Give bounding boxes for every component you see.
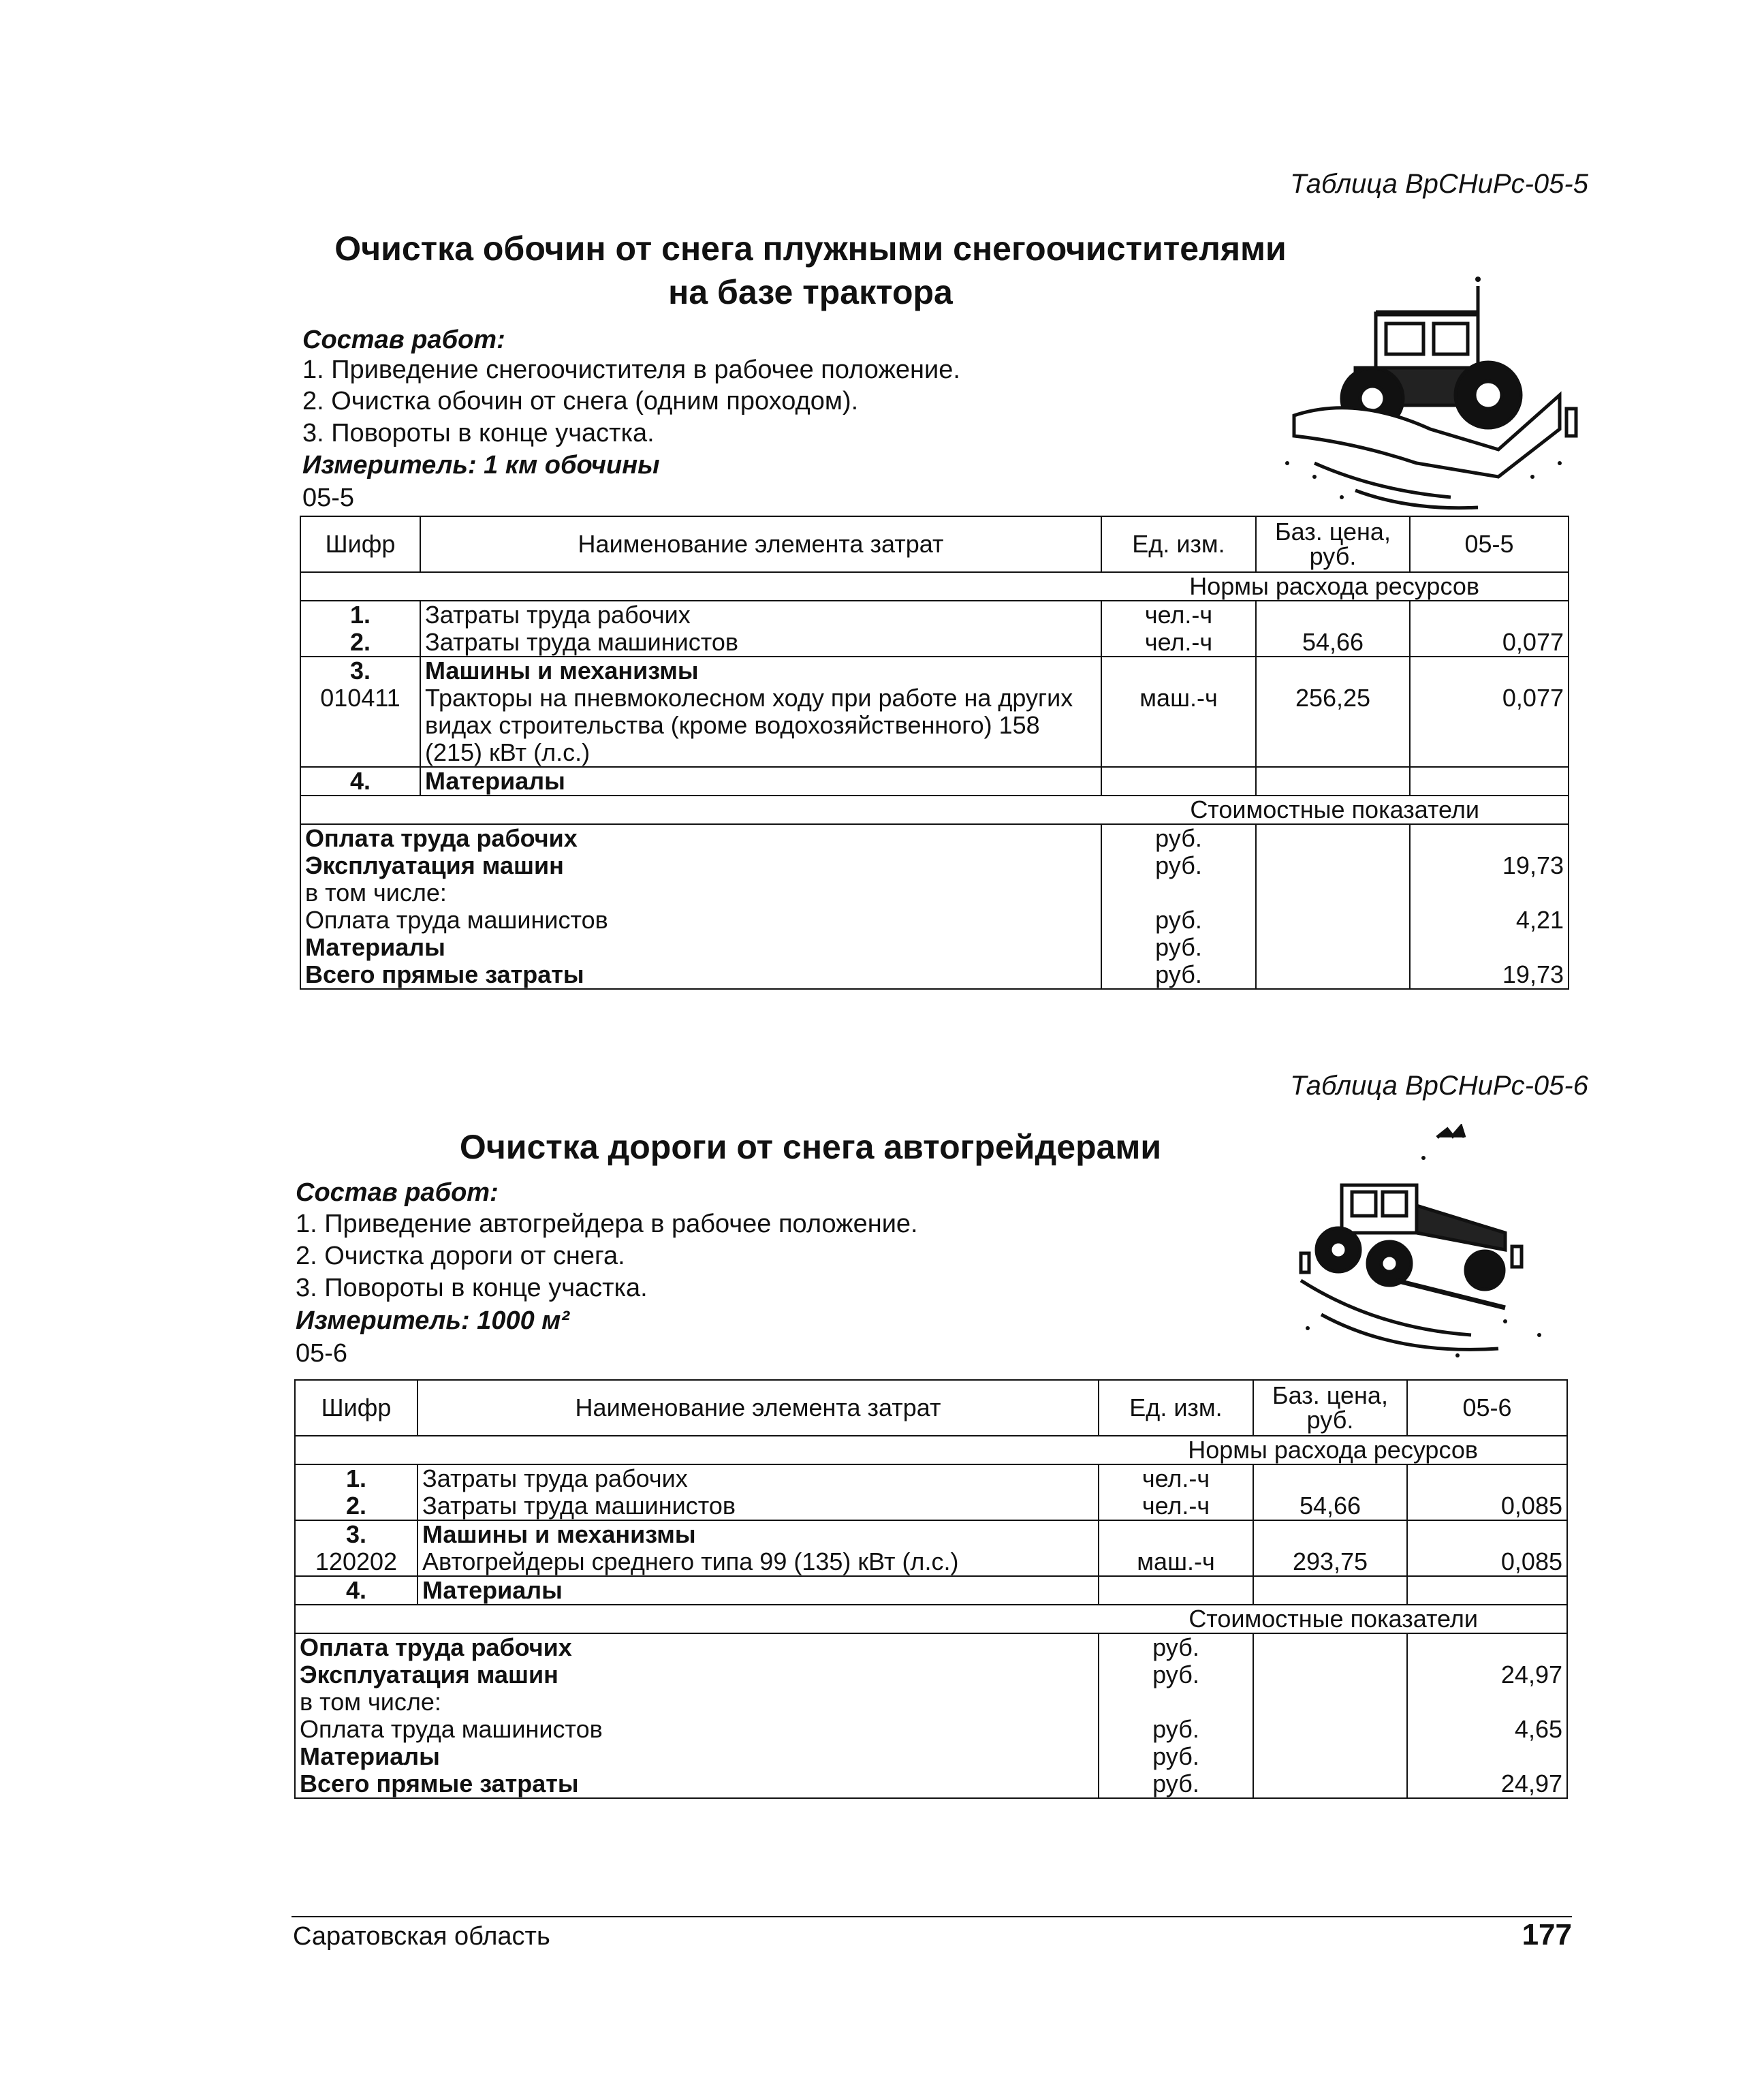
cost-value: 24,97 [1407, 1661, 1567, 1688]
cost-unit: руб. [1099, 1716, 1253, 1743]
cost-name: Эксплуатация машин [300, 852, 1101, 879]
row-price: 54,66 [1256, 629, 1410, 657]
cost-row [295, 1633, 1567, 1661]
row-price: 293,75 [1253, 1548, 1407, 1576]
cost-name: Материалы [295, 1743, 1099, 1770]
header-unit: Ед. изм. [1101, 516, 1256, 572]
header-unit: Ед. изм. [1099, 1380, 1253, 1436]
cost-unit: руб. [1099, 1633, 1253, 1661]
footer-region: Саратовская область [293, 1922, 550, 1951]
table-label: Таблица ВрСНиРс-05-5 [1290, 169, 1588, 199]
row-value [1410, 601, 1569, 629]
cost-value: 4,21 [1410, 907, 1569, 934]
cost-row [300, 934, 1569, 961]
works-heading: Состав работ: [302, 326, 505, 354]
row-unit: чел.-ч [1099, 1492, 1253, 1520]
work-item: 2. Очистка обочин от снега (одним проходом). [302, 387, 859, 415]
row-unit: маш.-ч [1101, 685, 1256, 767]
row-price: 54,66 [1253, 1492, 1407, 1520]
cost-unit: руб. [1101, 934, 1256, 961]
cost-value [1410, 824, 1569, 852]
row-unit: маш.-ч [1099, 1548, 1253, 1576]
cost-row [300, 907, 1569, 934]
motor-grader-icon [1280, 1124, 1566, 1376]
row-code: 4. [300, 767, 420, 796]
work-item: 1. Приведение автогрейдера в рабочее положение. [296, 1210, 918, 1238]
cost-unit [1099, 1688, 1253, 1716]
row-value: 0,077 [1410, 685, 1569, 767]
header-name: Наименование элемента затрат [420, 516, 1101, 572]
page-number: 177 [1522, 1918, 1572, 1951]
cost-name: Всего прямые затраты [300, 961, 1101, 989]
work-item: 3. Повороты в конце участка. [296, 1274, 648, 1302]
cost-row [300, 852, 1569, 879]
band-costs: Стоимостные показатели [295, 1605, 1567, 1633]
table-label: Таблица ВрСНиРс-05-6 [1290, 1071, 1588, 1101]
row-name: Материалы [418, 1576, 1099, 1605]
footer-divider [292, 1916, 1572, 1917]
cost-unit: руб. [1099, 1770, 1253, 1798]
measure-label: Измеритель: 1000 м² [296, 1306, 570, 1335]
resource-table [300, 516, 1569, 990]
cost-name: Материалы [300, 934, 1101, 961]
row-name: Тракторы на пневмоколесном ходу при работе на других видах строительства (кроме водохозяйственного) 158 (215) кВт (л.с.) [420, 685, 1101, 767]
title-line: на базе трактора [668, 273, 953, 311]
row-code: 2. [295, 1492, 418, 1520]
row-code: 120202 [295, 1548, 418, 1576]
section-title [293, 227, 1328, 314]
title-line: Очистка дороги от снега автогрейдерами [459, 1128, 1162, 1166]
cost-name: Оплата труда рабочих [295, 1633, 1099, 1661]
work-item: 1. Приведение снегоочистителя в рабочее положение. [302, 356, 960, 384]
cost-row [295, 1661, 1567, 1688]
table-row [300, 657, 1569, 685]
cost-unit: руб. [1101, 907, 1256, 934]
row-name: Материалы [420, 767, 1101, 796]
cost-row [295, 1743, 1567, 1770]
band-resources: Нормы расхода ресурсов [295, 1436, 1567, 1464]
cost-unit: руб. [1101, 852, 1256, 879]
row-name: Машины и механизмы [418, 1520, 1099, 1548]
table-row [295, 1576, 1567, 1605]
cost-value: 19,73 [1410, 961, 1569, 989]
row-name: Затраты труда машинистов [418, 1492, 1099, 1520]
row-name: Затраты труда машинистов [420, 629, 1101, 657]
row-unit: чел.-ч [1101, 601, 1256, 629]
header-norm: 05-6 [1407, 1380, 1567, 1436]
cost-unit: руб. [1101, 961, 1256, 989]
measure-label: Измеритель: 1 км обочины [302, 451, 660, 480]
header-code: Шифр [295, 1380, 418, 1436]
header-price: Баз. цена, руб. [1256, 516, 1410, 572]
cost-unit: руб. [1101, 824, 1256, 852]
cost-value: 19,73 [1410, 852, 1569, 879]
resource-table [294, 1379, 1568, 1799]
row-value: 0,085 [1407, 1548, 1567, 1576]
cost-value [1410, 879, 1569, 907]
row-unit: чел.-ч [1101, 629, 1256, 657]
table-code: 05-6 [296, 1339, 348, 1368]
tractor-snowplow-icon [1274, 272, 1594, 518]
row-price [1256, 601, 1410, 629]
band-costs: Стоимостные показатели [300, 796, 1569, 824]
cost-unit [1101, 879, 1256, 907]
cost-unit: руб. [1099, 1661, 1253, 1688]
cost-row [295, 1688, 1567, 1716]
row-name: Автогрейдеры среднего типа 99 (135) кВт (л.с.) [418, 1548, 1099, 1576]
table-row [300, 685, 1569, 767]
header-price: Баз. цена, руб. [1253, 1380, 1407, 1436]
table-code: 05-5 [302, 484, 355, 512]
cost-unit: руб. [1099, 1743, 1253, 1770]
cost-value [1407, 1633, 1567, 1661]
table-row [295, 1464, 1567, 1492]
table-row [295, 1520, 1567, 1548]
row-value: 0,077 [1410, 629, 1569, 657]
table-row [300, 767, 1569, 796]
row-code: 3. [295, 1520, 418, 1548]
row-unit: чел.-ч [1099, 1464, 1253, 1492]
cost-name: Оплата труда рабочих [300, 824, 1101, 852]
cost-value [1410, 934, 1569, 961]
row-name: Затраты труда рабочих [420, 601, 1101, 629]
row-price [1253, 1464, 1407, 1492]
row-value [1407, 1464, 1567, 1492]
cost-value: 24,97 [1407, 1770, 1567, 1798]
table-row [295, 1548, 1567, 1576]
cost-name: в том числе: [295, 1688, 1099, 1716]
cost-value [1407, 1743, 1567, 1770]
cost-row [295, 1716, 1567, 1743]
row-code: 2. [300, 629, 420, 657]
title-line: Очистка обочин от снега плужными снегоочистителями [334, 230, 1287, 268]
cost-name: в том числе: [300, 879, 1101, 907]
row-code: 4. [295, 1576, 418, 1605]
table-row [300, 601, 1569, 629]
work-item: 3. Повороты в конце участка. [302, 419, 655, 447]
row-code: 3. [300, 657, 420, 685]
cost-name: Оплата труда машинистов [295, 1716, 1099, 1743]
cost-row [300, 961, 1569, 989]
section-title [293, 1125, 1328, 1169]
cost-name: Оплата труда машинистов [300, 907, 1101, 934]
row-name: Машины и механизмы [420, 657, 1101, 685]
cost-name: Всего прямые затраты [295, 1770, 1099, 1798]
work-item: 2. Очистка дороги от снега. [296, 1242, 625, 1270]
table-row [300, 629, 1569, 657]
cost-row [295, 1770, 1567, 1798]
row-value: 0,085 [1407, 1492, 1567, 1520]
header-name: Наименование элемента затрат [418, 1380, 1099, 1436]
header-code: Шифр [300, 516, 420, 572]
cost-name: Эксплуатация машин [295, 1661, 1099, 1688]
row-price: 256,25 [1256, 685, 1410, 767]
cost-row [300, 824, 1569, 852]
works-heading: Состав работ: [296, 1178, 499, 1207]
header-norm: 05-5 [1410, 516, 1569, 572]
row-name: Затраты труда рабочих [418, 1464, 1099, 1492]
row-code: 1. [295, 1464, 418, 1492]
row-code: 1. [300, 601, 420, 629]
cost-value [1407, 1688, 1567, 1716]
row-code: 010411 [300, 685, 420, 767]
cost-value: 4,65 [1407, 1716, 1567, 1743]
cost-row [300, 879, 1569, 907]
band-resources: Нормы расхода ресурсов [300, 572, 1569, 601]
table-row [295, 1492, 1567, 1520]
